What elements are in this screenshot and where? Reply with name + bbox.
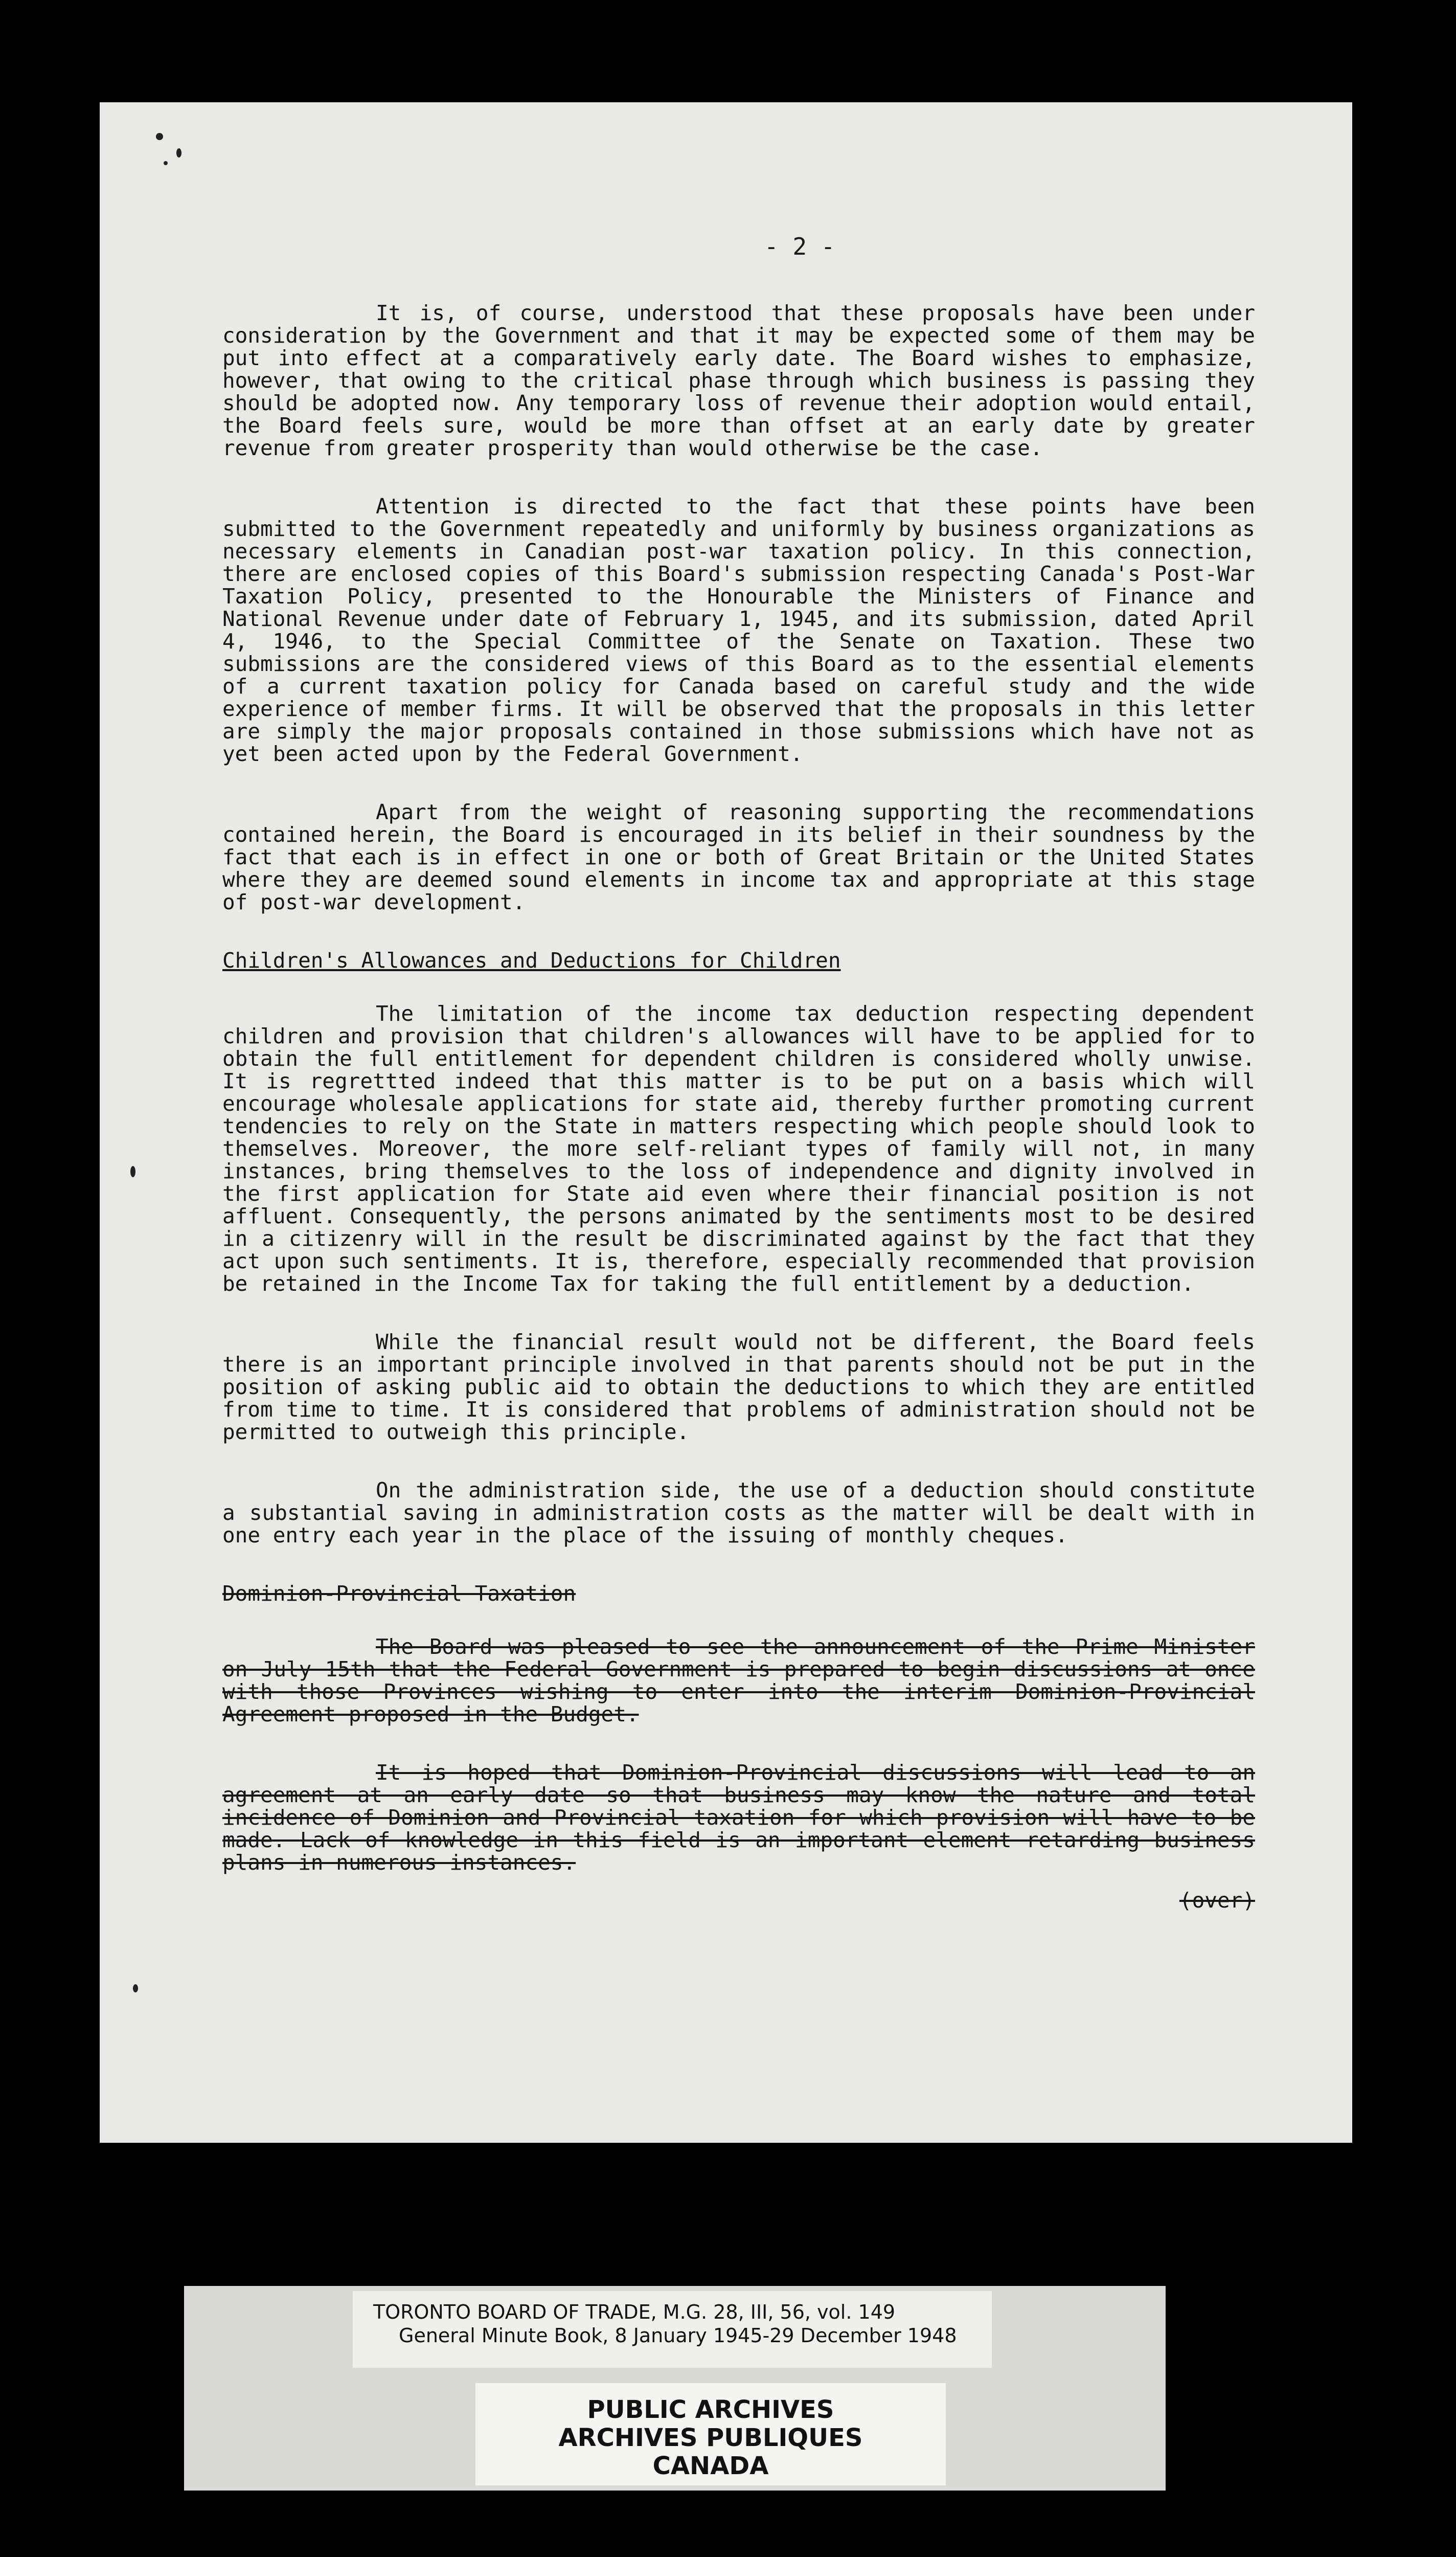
- section-heading-dominion-provincial: Dominion-Provincial Taxation: [222, 1581, 576, 1606]
- paper-speck: [156, 133, 163, 140]
- document-page: [100, 102, 1352, 2143]
- archive-label: [184, 2286, 1166, 2491]
- paragraph-1: It is, of course, understood that these proposals have been under consideration by the Government and that it may be expected some of them may be put into effect at a comparatively early date. The Board wishes to emphasize, however, that owing to the critical phase through which business is passing they should be adopted now. Any temporary loss of revenue their adoption would entail, the Board feels sure, would be more than offset at an early date by greater revenue from greater prosperity than would otherwise be the case.: [222, 301, 1255, 460]
- page-number: - 2 -: [764, 233, 835, 260]
- archives-line-3: CANADA: [652, 2452, 769, 2480]
- paper-speck: [133, 1984, 138, 1992]
- paragraph-2: Attention is directed to the fact that these points have been submitted to the Government repeatedly and uniformly by business organizations as necessary elements in Canadian post-war taxation policy. In this connection, there are enclosed copies of this Board's submission respecting Canada's Post-War Taxation Policy, presented to the Honourable the Ministers of Finance and National Revenue under date of February 1, 1945, and its submission, dated April 4, 1946, to the Special Committee of the Senate on Taxation. These two submissions are the considered views of this Board as to the essential elements of a current taxation policy for Canada based on careful study and the wide experience of member firms. It will be observed that the proposals in this letter are simply the major proposals contained in those submissions which have not as yet been acted upon by the Federal Government.: [222, 494, 1255, 766]
- paragraph-3: Apart from the weight of reasoning supporting the recommendations contained herein, the Board is encouraged in its belief in their soundness by the fact that each is in effect in one or both of Great Britain or the United States where they are deemed sound elements in income tax and appropriate at this stage of post-war development.: [222, 800, 1255, 914]
- citation-line-2: General Minute Book, 8 January 1945-29 December 1948: [399, 2324, 957, 2347]
- letter-body: [222, 302, 1255, 1912]
- archives-line-1: PUBLIC ARCHIVES: [587, 2395, 834, 2424]
- struck-paragraph-2: It is hoped that Dominion-Provincial discussions will lead to an agreement at an early date so that business may know the nature and total incidence of Dominion and Provincial taxation for which provision will have to be made. Lack of knowledge in this field is an important element retarding business plans in numerous instances.: [222, 1760, 1255, 1875]
- archives-stamp: [475, 2383, 946, 2485]
- paragraph-6: On the administration side, the use of a deduction should constitute a substantial saving in administration costs as the matter will be dealt with in one entry each year in the place of the issuing of monthly cheques.: [222, 1478, 1255, 1547]
- paragraph-5: While the financial result would not be different, the Board feels there is an important principle involved in that parents should not be put in the position of asking public aid to obtain the deductions to which they are entitled from time to time. It is considered that problems of administration should not be permitted to outweigh this principle.: [222, 1330, 1255, 1444]
- citation-line-1: TORONTO BOARD OF TRADE, M.G. 28, III, 56, vol. 149: [373, 2301, 896, 2323]
- paragraph-4: The limitation of the income tax deduction respecting dependent children and provision that children's allowances will have to be applied for to obtain the full entitlement for dependent children is considered wholly unwise. It is regrettted indeed that this matter is to be put on a basis which will encourage wholesale applications for state aid, thereby further promoting current tendencies to rely on the State in matters respecting which people should look to themselves. Moreover, the more self-reliant types of family will not, in many instances, bring themselves to the loss of independence and dignity involved in the first application for State aid even where their financial position is not affluent. Consequently, the persons animated by the sentiments most to be desired in a citizenry will in the result be discriminated against by the fact that they act upon such sentiments. It is, therefore, especially recommended that provision be retained in the Income Tax for taking the full entitlement by a deduction.: [222, 1001, 1255, 1296]
- struck-paragraph-1: The Board was pleased to see the announcement of the Prime Minister on July 15th that the Federal Government is prepared to begin discussions at once with those Provinces wishing to enter into the interim Dominion-Provincial Agreement proposed in the Budget.: [222, 1634, 1255, 1726]
- archives-line-2: ARCHIVES PUBLIQUES: [558, 2424, 863, 2452]
- paper-speck: [164, 161, 168, 165]
- paper-speck: [130, 1166, 135, 1177]
- citation-strip: [353, 2291, 992, 2368]
- over-marker: (over): [1179, 1888, 1255, 1913]
- section-heading-childrens-allowances: Children's Allowances and Deductions for Children: [222, 948, 841, 973]
- paper-speck: [176, 148, 181, 158]
